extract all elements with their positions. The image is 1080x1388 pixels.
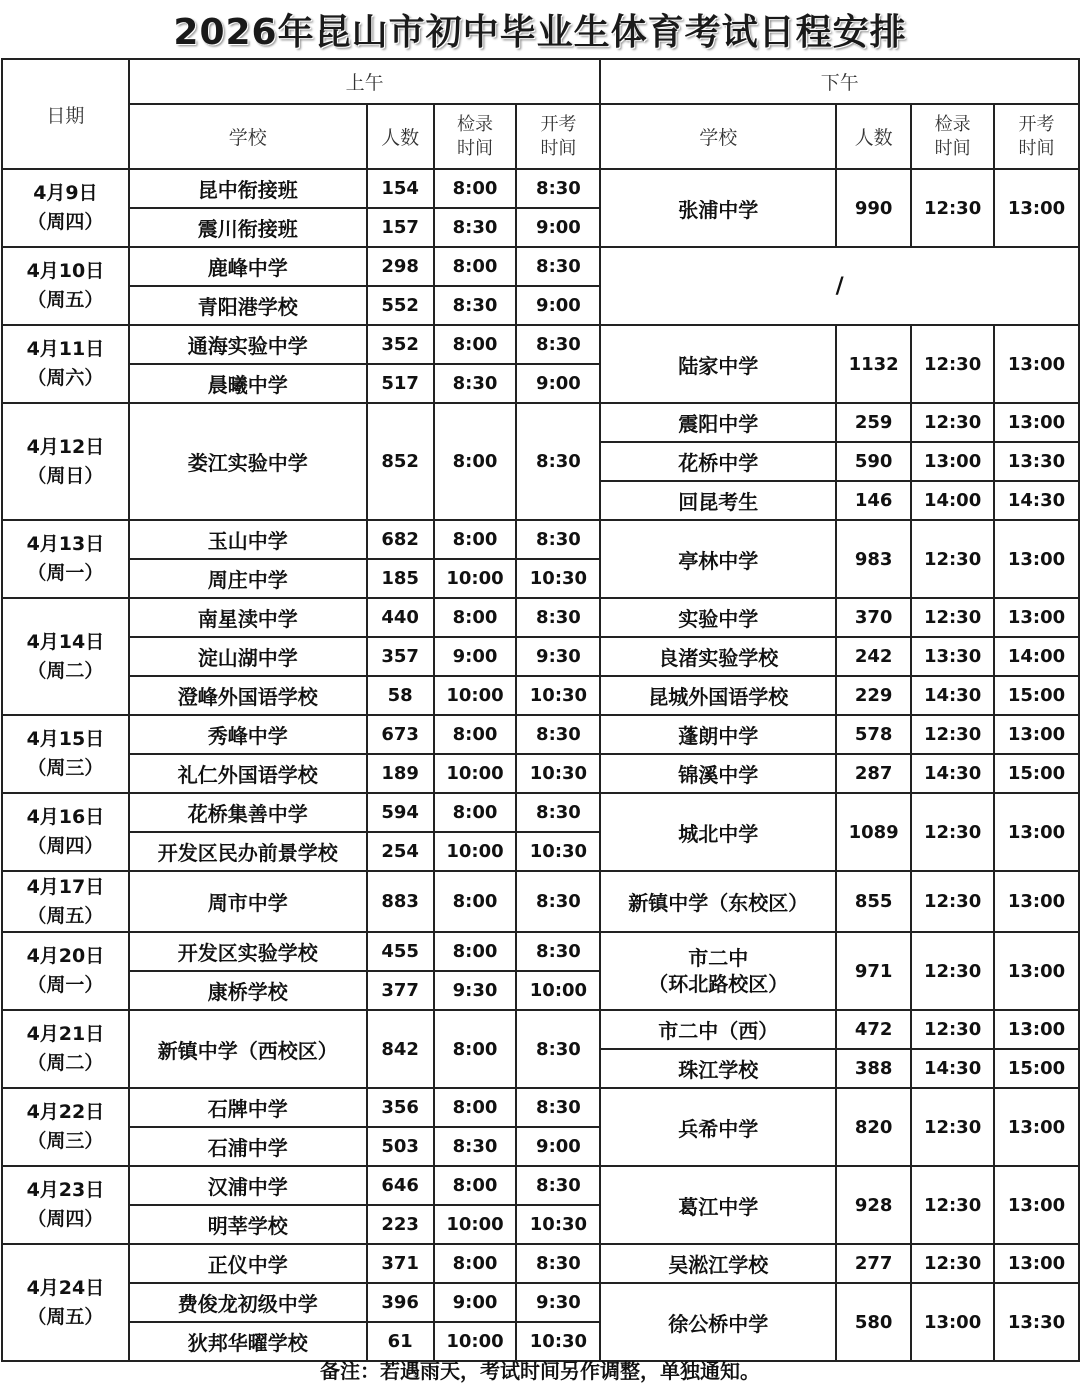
date-cell [2,598,129,715]
am-school: 周市中学 [129,871,367,932]
am-check-time: 10:00 [434,1205,517,1244]
am-start-time: 8:30 [516,598,600,637]
weekday-label: （周二） [27,659,104,682]
pm-count: 146 [836,481,911,520]
pm-start-time: 13:00 [994,871,1079,932]
pm-count: 277 [836,1244,911,1283]
am-start-time: 8:30 [516,793,600,832]
am-count: 154 [367,169,434,208]
pm-check-time: 13:30 [911,637,994,676]
am-school: 正仪中学 [129,1244,367,1283]
weekday-label: （周三） [27,1130,104,1152]
schedule-table [1,58,1080,1362]
am-start-time: 9:30 [516,637,600,676]
am-count: 682 [367,520,434,559]
pm-count: 971 [836,932,911,1010]
am-check-time: 8:00 [434,520,517,559]
table-row [2,1010,1079,1049]
pm-start-time: 13:00 [994,403,1079,442]
weekday-label: （周五） [27,1305,104,1328]
date-label: 4月23日 [26,1179,105,1201]
pm-check-time: 12:30 [911,932,994,1010]
date-label: 4月17日 [26,875,105,898]
pm-count: 472 [836,1010,911,1049]
pm-count: 578 [836,715,911,754]
pm-check-time: 14:30 [911,676,994,715]
am-check-time: 8:30 [434,1127,517,1166]
pm-count: 259 [836,403,911,442]
pm-count: 287 [836,754,911,793]
pm-start-time: 13:00 [994,325,1079,403]
am-school: 玉山中学 [129,520,367,559]
pm-start-time: 13:00 [994,1244,1079,1283]
pm-school: 回昆考生 [600,481,836,520]
am-count: 298 [367,247,434,286]
am-start-time: 8:30 [516,1244,600,1283]
am-count: 352 [367,325,434,364]
pm-check-time: 12:30 [911,871,994,932]
pm-none: / [600,247,1079,325]
pm-school: 实验中学 [600,598,836,637]
am-school: 明莘学校 [129,1205,367,1244]
header-am-check: 检录 时间 [434,104,517,169]
pm-check-time: 12:30 [911,598,994,637]
pm-start-time: 15:00 [994,676,1079,715]
am-count: 377 [367,971,434,1010]
date-label: 4月22日 [26,1101,105,1123]
pm-school: 亭林中学 [600,520,836,598]
am-count: 254 [367,832,434,871]
pm-start-time: 13:30 [994,1283,1079,1361]
pm-check-time: 13:00 [911,442,994,481]
am-start-time: 8:30 [516,932,600,971]
pm-check-time: 14:30 [911,754,994,793]
am-school: 周庄中学 [129,559,367,598]
pm-start-time: 13:00 [994,715,1079,754]
am-school: 青阳港学校 [129,286,367,325]
pm-school: 吴淞江学校 [600,1244,836,1283]
pm-check-time: 13:00 [911,1283,994,1361]
pm-school: 蓬朗中学 [600,715,836,754]
pm-start-time: 13:00 [994,1166,1079,1244]
date-cell [2,247,129,325]
am-count: 552 [367,286,434,325]
pm-start-time: 13:00 [994,1010,1079,1049]
date-cell [2,325,129,403]
table-row [2,793,1079,832]
am-school: 石浦中学 [129,1127,367,1166]
pm-start-time: 15:00 [994,1049,1079,1088]
am-count: 371 [367,1244,434,1283]
pm-start-time: 15:00 [994,754,1079,793]
pm-count: 1132 [836,325,911,403]
am-school: 淀山湖中学 [129,637,367,676]
pm-count: 580 [836,1283,911,1361]
am-school: 娄江实验中学 [129,403,367,520]
am-start-time: 8:30 [516,1166,600,1205]
table-row [2,676,1079,715]
am-count: 356 [367,1088,434,1127]
am-count: 503 [367,1127,434,1166]
table-row [2,325,1079,364]
am-start-time: 8:30 [516,247,600,286]
weekday-label: （周一） [27,562,104,584]
date-cell [2,1010,129,1088]
table-row [2,871,1079,932]
am-count: 189 [367,754,434,793]
header-am-school: 学校 [129,104,367,169]
pm-count: 590 [836,442,911,481]
weekday-label: （周五） [27,289,104,311]
pm-school [600,932,836,1010]
date-cell [2,520,129,598]
pm-count: 855 [836,871,911,932]
pm-school: 兵希中学 [600,1088,836,1166]
am-check-time: 10:00 [434,832,517,871]
am-start-time: 8:30 [516,403,600,520]
am-count: 157 [367,208,434,247]
header-pm-count: 人数 [836,104,911,169]
pm-school: 良渚实验学校 [600,637,836,676]
am-count: 440 [367,598,434,637]
date-cell [2,715,129,793]
pm-count: 1089 [836,793,911,871]
table-row [2,1244,1079,1283]
pm-check-time: 12:30 [911,325,994,403]
am-check-time: 8:00 [434,1088,517,1127]
am-school: 秀峰中学 [129,715,367,754]
am-start-time: 8:30 [516,715,600,754]
date-label: 4月13日 [26,533,105,555]
date-label: 4月20日 [26,945,105,967]
header-am-start: 开考 时间 [516,104,600,169]
am-school: 狄邦华曜学校 [129,1322,367,1361]
am-school: 开发区民办前景学校 [129,832,367,871]
am-start-time: 8:30 [516,1010,600,1088]
am-check-time: 8:00 [434,598,517,637]
am-count: 517 [367,364,434,403]
am-check-time: 9:30 [434,971,517,1010]
am-check-time: 10:00 [434,1322,517,1361]
date-label: 4月10日 [26,260,105,282]
am-start-time: 10:30 [516,1322,600,1361]
am-count: 58 [367,676,434,715]
am-start-time: 9:00 [516,364,600,403]
am-school: 澄峰外国语学校 [129,676,367,715]
table-row [2,637,1079,676]
pm-check-time: 12:30 [911,169,994,247]
pm-school: 锦溪中学 [600,754,836,793]
am-start-time: 8:30 [516,520,600,559]
am-school: 汉浦中学 [129,1166,367,1205]
header-pm-start: 开考 时间 [994,104,1079,169]
pm-check-time: 12:30 [911,1088,994,1166]
table-row [2,403,1079,442]
weekday-label: （周三） [27,757,104,779]
pm-school: 市二中（西） [600,1010,836,1049]
am-check-time: 8:00 [434,325,517,364]
pm-count: 229 [836,676,911,715]
weekday-label: （周四） [27,211,104,233]
page-title: 2026年昆山市初中毕业生体育考试日程安排 [173,11,907,53]
date-cell [2,1166,129,1244]
weekday-label: （周六） [27,367,104,389]
am-start-time: 10:00 [516,971,600,1010]
pm-school-line2: （环北路校区） [648,972,789,996]
header-pm-school: 学校 [600,104,836,169]
am-school: 昆中衔接班 [129,169,367,208]
pm-count: 928 [836,1166,911,1244]
am-check-time: 8:00 [434,793,517,832]
pm-school: 张浦中学 [600,169,836,247]
am-start-time: 8:30 [516,169,600,208]
am-start-time: 9:00 [516,1127,600,1166]
pm-start-time: 13:00 [994,169,1079,247]
am-start-time: 10:30 [516,1205,600,1244]
pm-check-time: 12:30 [911,715,994,754]
date-label: 4月16日 [26,806,105,828]
am-count: 455 [367,932,434,971]
am-school: 晨曦中学 [129,364,367,403]
am-start-time: 10:30 [516,559,600,598]
am-check-time: 8:00 [434,715,517,754]
am-count: 646 [367,1166,434,1205]
am-check-time: 10:00 [434,754,517,793]
header-date: 日期 [2,59,129,169]
am-check-time: 8:00 [434,871,517,932]
weekday-label: （周日） [27,464,104,487]
table-row [2,169,1079,208]
date-label: 4月12日 [26,435,105,458]
pm-check-time: 12:30 [911,520,994,598]
am-check-time: 8:30 [434,286,517,325]
pm-start-time: 13:00 [994,793,1079,871]
pm-school: 昆城外国语学校 [600,676,836,715]
pm-count: 990 [836,169,911,247]
am-start-time: 9:00 [516,286,600,325]
date-cell [2,1244,129,1361]
pm-start-time: 14:30 [994,481,1079,520]
am-school: 开发区实验学校 [129,932,367,971]
date-label: 4月11日 [26,338,105,360]
pm-count: 983 [836,520,911,598]
date-label: 4月15日 [26,728,105,750]
pm-school: 新镇中学（东校区） [600,871,836,932]
am-count: 223 [367,1205,434,1244]
date-label: 4月21日 [26,1023,105,1045]
pm-school: 花桥中学 [600,442,836,481]
table-row [2,598,1079,637]
am-school: 南星渎中学 [129,598,367,637]
weekday-label: （周四） [27,835,104,857]
weekday-label: （周二） [27,1052,104,1074]
footer-note: 备注：若遇雨天，考试时间另作调整，单独通知。 [320,1358,760,1383]
date-cell [2,169,129,247]
am-check-time: 8:00 [434,247,517,286]
weekday-label: （周一） [27,974,104,996]
am-count: 842 [367,1010,434,1088]
date-cell [2,932,129,1010]
pm-count: 370 [836,598,911,637]
pm-count: 242 [836,637,911,676]
am-check-time: 10:00 [434,676,517,715]
pm-check-time: 12:30 [911,1010,994,1049]
date-cell [2,1088,129,1166]
pm-school: 徐公桥中学 [600,1283,836,1361]
am-school: 礼仁外国语学校 [129,754,367,793]
am-start-time: 8:30 [516,1088,600,1127]
pm-count: 388 [836,1049,911,1088]
am-start-time: 8:30 [516,871,600,932]
am-school: 鹿峰中学 [129,247,367,286]
date-label: 4月24日 [26,1276,105,1299]
pm-start-time: 13:00 [994,932,1079,1010]
am-check-time: 9:00 [434,1283,517,1322]
date-cell [2,871,129,932]
am-school: 康桥学校 [129,971,367,1010]
pm-school: 珠江学校 [600,1049,836,1088]
table-row [2,1088,1079,1127]
pm-school: 陆家中学 [600,325,836,403]
am-check-time: 8:30 [434,364,517,403]
table-row [2,754,1079,793]
am-check-time: 8:00 [434,1010,517,1088]
table-row [2,1166,1079,1205]
am-check-time: 8:00 [434,169,517,208]
am-count: 357 [367,637,434,676]
table-row [2,247,1079,286]
date-cell [2,793,129,871]
table-row [2,715,1079,754]
pm-start-time: 13:00 [994,598,1079,637]
table-row [2,1283,1079,1322]
header-pm-check: 检录 时间 [911,104,994,169]
am-check-time: 8:00 [434,1244,517,1283]
date-cell [2,403,129,520]
table-row [2,932,1079,971]
am-check-time: 8:00 [434,932,517,971]
weekday-label: （周五） [27,904,104,927]
am-check-time: 10:00 [434,559,517,598]
am-count: 673 [367,715,434,754]
am-start-time: 10:30 [516,754,600,793]
am-count: 852 [367,403,434,520]
header-pm: 下午 [600,59,1079,104]
pm-start-time: 13:00 [994,1088,1079,1166]
pm-start-time: 14:00 [994,637,1079,676]
pm-count: 820 [836,1088,911,1166]
am-check-time: 8:00 [434,1166,517,1205]
date-label: 4月9日 [33,182,98,204]
am-check-time: 8:00 [434,403,517,520]
pm-check-time: 14:00 [911,481,994,520]
pm-start-time: 13:30 [994,442,1079,481]
pm-school: 城北中学 [600,793,836,871]
pm-start-time: 13:00 [994,520,1079,598]
am-check-time: 8:30 [434,208,517,247]
am-count: 883 [367,871,434,932]
pm-check-time: 14:30 [911,1049,994,1088]
am-school: 新镇中学（西校区） [129,1010,367,1088]
am-check-time: 9:00 [434,637,517,676]
am-count: 61 [367,1322,434,1361]
am-count: 396 [367,1283,434,1322]
am-start-time: 10:30 [516,676,600,715]
weekday-label: （周四） [27,1208,104,1230]
date-label: 4月14日 [26,630,105,653]
am-start-time: 9:00 [516,208,600,247]
pm-check-time: 12:30 [911,403,994,442]
pm-school-line1: 市二中 [688,946,749,970]
header-am-count: 人数 [367,104,434,169]
am-count: 594 [367,793,434,832]
table-row [2,520,1079,559]
pm-check-time: 12:30 [911,1244,994,1283]
am-school: 花桥集善中学 [129,793,367,832]
pm-check-time: 12:30 [911,793,994,871]
am-school: 石牌中学 [129,1088,367,1127]
am-start-time: 8:30 [516,325,600,364]
am-school: 震川衔接班 [129,208,367,247]
pm-school: 震阳中学 [600,403,836,442]
am-count: 185 [367,559,434,598]
pm-school: 葛江中学 [600,1166,836,1244]
am-start-time: 9:30 [516,1283,600,1322]
pm-check-time: 12:30 [911,1166,994,1244]
am-school: 通海实验中学 [129,325,367,364]
header-am: 上午 [129,59,601,104]
am-start-time: 10:30 [516,832,600,871]
am-school: 费俊龙初级中学 [129,1283,367,1322]
